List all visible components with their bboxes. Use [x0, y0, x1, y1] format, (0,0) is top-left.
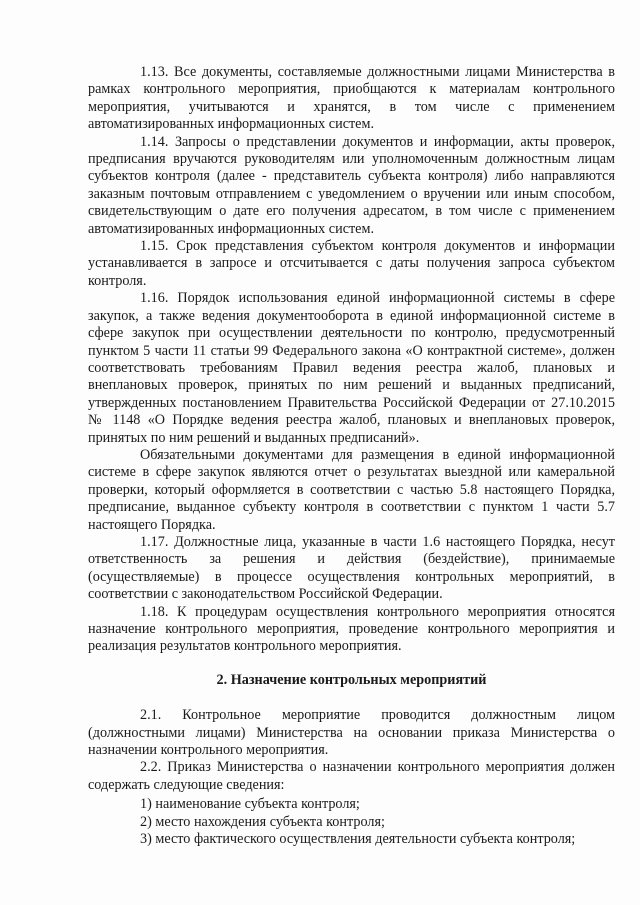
- paragraph-1-15: 1.15. Срок представления субъектом контроля документов и информации устанавливается в запросе и отсчитывается с даты получения запроса субъектом контроля.: [88, 238, 615, 289]
- list-item-subject-name: 1) наименование субъекта контроля;: [140, 796, 360, 813]
- paragraph-2-2: 2.2. Приказ Министерства о назначении контрольного мероприятия должен содержать следующие сведения:: [88, 759, 615, 793]
- list-item-subject-activity-place: 3) место фактического осуществления деятельности субъекта контроля;: [140, 831, 576, 848]
- document-body: [88, 64, 615, 848]
- paragraph-2-1: 2.1. Контрольное мероприятие проводится должностным лицом (должностными лицами) Министерства на основании приказа Министерства о назначении контрольного мероприятия.: [88, 707, 615, 759]
- section-2-heading: 2. Назначение контрольных мероприятий: [216, 671, 487, 688]
- list-item-subject-location: 2) место нахождения субъекта контроля;: [140, 813, 385, 830]
- paragraph-1-18: 1.18. К процедурам осуществления контрольного мероприятия относятся назначение контрольного мероприятия, проведение контрольного мероприятия и реализация результатов контрольного мероприятия.: [88, 603, 615, 655]
- paragraph-1-13: 1.13. Все документы, составляемые должностными лицами Министерства в рамках контрольного мероприятия, приобщаются к материалам контрольного мероприятия, учитываются и хранятся, в том числе с применением автоматизированных информационных систем.: [88, 64, 615, 133]
- paragraph-1-16: 1.16. Порядок использования единой информационной системы в сфере закупок, а также ведения документооборота в единой информационной системе в сфере закупок при осуществлении деятельности по контролю, предусмотренный пунктом 5 части 11 статьи 99 Федерального закона «О контрактной системе», должен соответствовать требованиям Правил ведения реестра жалоб, плановых и внеплановых проверок, принятых по ним решений и выданных предписаний, утвержденных постановлением Правительства Российской Федерации от 27.10.2015 № 1148 «О Порядке ведения реестра жалоб, плановых и внеплановых проверок, принятых по ним решений и выданных предписаний».: [88, 290, 615, 446]
- paragraph-1-17: 1.17. Должностные лица, указанные в части 1.6 настоящего Порядка, несут ответственность за решения и действия (бездействие), принимаемые (осуществляемые) в процессе осуществления контрольных мероприятий, в соответствии с законодательством Российской Федерации.: [88, 533, 615, 603]
- paragraph-mandatory-documents: Обязательными документами для размещения в единой информационной системе в сфере закупок являются отчет о результатах выездной или камеральной проверки, который оформляется в соответствии с частью 5.8 настоящего Порядка, предписание, выданное субъекту контроля в соответствии с пунктом 1 части 5.7 настоящего Порядка.: [88, 446, 615, 533]
- paragraph-1-14: 1.14. Запросы о представлении документов и информации, акты проверок, предписания вручаются руководителям или уполномоченным должностным лицам субъектов контроля (далее - представитель субъекта контроля) либо направляются заказным почтовым отправлением с уведомлением о вручении или иным способом, свидетельствующим о дате его получения адресатом, в том числе с применением автоматизированных информационных систем.: [88, 133, 615, 237]
